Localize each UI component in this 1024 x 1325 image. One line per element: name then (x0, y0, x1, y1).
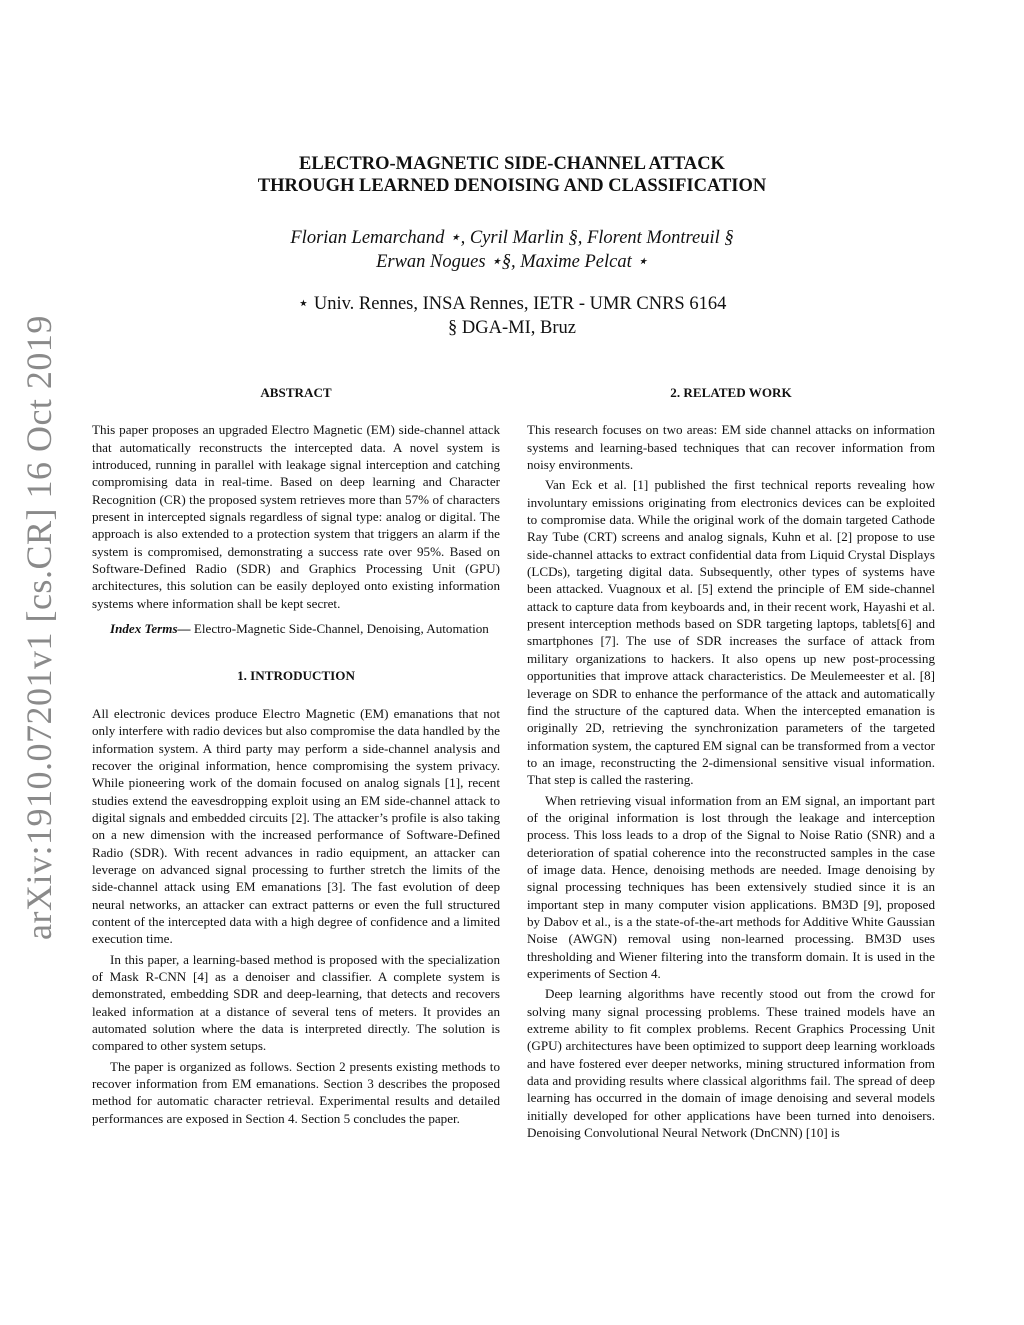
affiliation-line-1: ⋆ Univ. Rennes, INSA Rennes, IETR - UMR CNRS 6164 (297, 294, 727, 314)
related-paragraph-4: Deep learning algorithms have recently stood out from the crowd for solving many signal processing problems. These trained models have an extreme ability to fit complex problems. Recent Graphics Processing Unit (GPU) architectures have been optimized to support deep learning workloads and have fostered ever deeper networks, mining structured information from data and providing results where classical algorithms fail. The spread of deep learning has occurred in the domain of image denoising and several models initially developed for other applications have been turned into denoisers. Denoising Convolutional Neural Network (DnCNN) [10] is (527, 986, 935, 1141)
index-terms (92, 620, 500, 637)
abstract-text: This paper proposes an upgraded Electro Magnetic (EM) side-channel attack that automatically reconstructs the intercepted data. A novel system is introduced, running in parallel with leakage signal interception and catching compromising data in real-time. Based on deep learning and Character Recognition (CR) the proposed system retrieves more than 57% of characters present in intercepted signals regardless of signal type: analog or digital. The approach is also extended to a protection system that triggers an alarm if the system is compromised, demonstrating a success rate over 95%. Based on Software-Defined Radio (SDR) and Graphics Processing Unit (GPU) architectures, this solution can be easily deployed onto existing information systems where information shall be kept secret. (92, 422, 500, 611)
related-work-heading: 2. RELATED WORK (670, 385, 792, 400)
intro-paragraph-2: In this paper, a learning-based method is proposed with the specialization of Mask R-CNN [4] as a denoiser and classifier. A complete system is demonstrated, embedding SDR and deep-learning, that detects and recovers leaked information at a distance of several tens of meters. It provides an automated solution where the data is interpreted directly. The solution is compared to other system setups. (92, 951, 500, 1054)
right-column (527, 380, 935, 1141)
intro-paragraph-3: The paper is organized as follows. Section 2 presents existing methods to recover information from EM emanations. Section 3 describes the proposed method for automatic character retrieval. Experimental results and detailed performances are exposed in Section 4. Section 5 concludes the paper. (92, 1058, 500, 1126)
title-line-1: ELECTRO-MAGNETIC SIDE-CHANNEL ATTACK (299, 154, 725, 174)
left-column (92, 380, 500, 1127)
index-terms-label: Index Terms— (110, 621, 191, 637)
related-paragraph-3: When retrieving visual information from an EM signal, an important part of the original information is lost through the leakage and interception process. This loss leads to a drop of the Signal to Noise Ratio (SNR) and a deterioration of spatial coherence into the reconstructed samples in the case of image data. Hence, denoising methods are needed. Image denoising by signal processing techniques has been extensively studied since it is an important step in many computer vision applications. BM3D [9], proposed by Dabov et al., is a the state-of-the-art methods for Additive White Gaussian Noise (AWGN) removal using non-learned processing. BM3D uses thresholding and Wiener filtering into the transform domain. It is used in the experiments of Section 4. (527, 792, 935, 981)
authors-line-1: Florian Lemarchand ⋆, Cyril Marlin §, Florent Montreuil § (290, 228, 734, 248)
paper-title (0, 153, 1024, 197)
introduction-heading: 1. INTRODUCTION (237, 668, 355, 684)
related-paragraph-2: Van Eck et al. [1] published the first technical reports revealing how involuntary emissions originating from electronics devices can be exploited to compromise data. While the original work of the domain targeted Cathode Ray Tube (CRT) screens and analog signals, Kuhn et al. [2] propose to use side-channel attacks to extract confidential data from Liquid Crystal Displays (LCDs), targeting digital data. Subsequently, other types of systems have been attacked. Vuagnoux et al. [5] extend the principle of EM side-channel attack to capture data from keyboards and, in their recent work, Hayashi et al. present interception methods based on SDR targeting laptops, tablets[6] and smartphones [7]. The use of SDR increases the surface of attack from military organizations to hackers. It also opens up new post-processing opportunities that improve attack characteristics. De Meulemeester et al. [8] leverage on SDR to enhance the performance of the attack and automatically find the structure of the captured data. When the intercepted emanation is originally 2D, retrieving the synchronization parameters of the targeted information system, the captured EM signal can be transformed from a vector to an image, reconstructing the 2-dimensional sensitive visual information. That step is called the rastering. (527, 477, 935, 788)
author-list (0, 226, 1024, 274)
index-terms-text: Electro-Magnetic Side-Channel, Denoising, Automation (190, 621, 489, 637)
related-paragraph-1: This research focuses on two areas: EM side channel attacks on information systems and learning-based techniques that can recover information from noisy environments. (527, 422, 935, 473)
affiliations (0, 292, 1024, 340)
authors-line-2: Erwan Nogues ⋆§, Maxime Pelcat ⋆ (376, 252, 648, 272)
abstract-heading: ABSTRACT (260, 385, 332, 400)
affiliation-line-2: § DGA-MI, Bruz (448, 318, 576, 338)
intro-paragraph-1: All electronic devices produce Electro Magnetic (EM) emanations that not only interfere with radio devices but also compromise the data handled by the information system. A third party may perform a side-channel analysis and recover the original information, hence compromising the system privacy. While pioneering work of the domain focused on analog signals [1], recent studies extend the eavesdropping exploit using an EM side-channel attack to digital signals and embedded circuits [2]. The attacker’s profile is also taking on a new dimension with the increased performance of Software-Defined Radio (SDR). With recent advances in radio equipment, an attacker can leverage on advanced signal processing to further stretch the limits of the side-channel attack using EM emanations [3]. The fast evolution of deep neural networks, an attacker can extract patterns or even the full structured content of the intercepted data with a high degree of confidence and a limited execution time. (92, 705, 500, 947)
arxiv-stamp: arXiv:1910.07201v1 [cs.CR] 16 Oct 2019 (19, 315, 59, 940)
title-line-2: THROUGH LEARNED DENOISING AND CLASSIFICATION (257, 176, 767, 196)
